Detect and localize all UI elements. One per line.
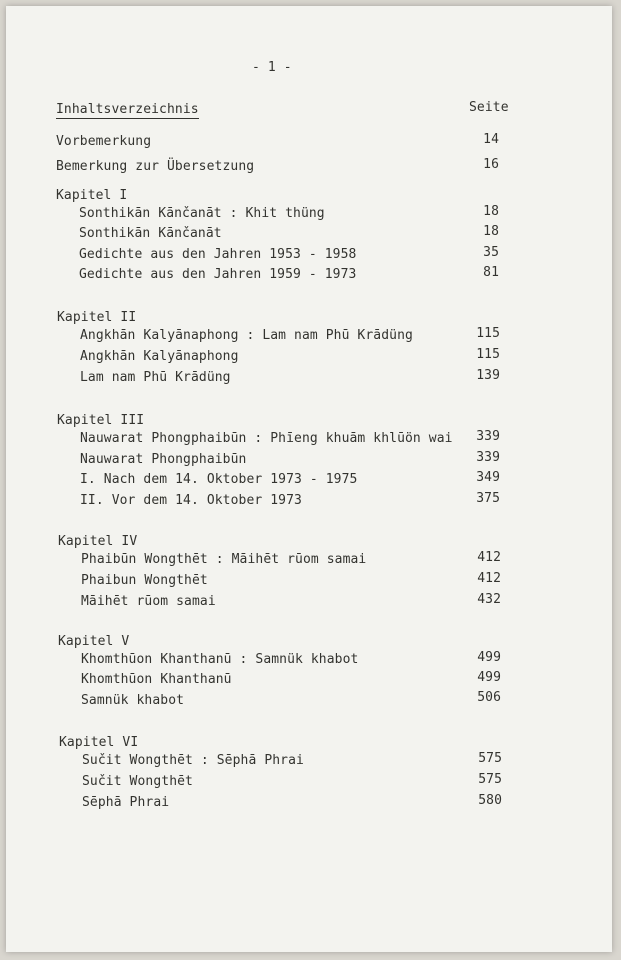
toc-entry-text: Gedichte aus den Jahren 1959 - 1973 — [79, 267, 357, 282]
toc-entry-page: 499 — [477, 670, 501, 685]
toc-entry-page: 580 — [478, 793, 502, 808]
toc-entry-page: 499 — [477, 650, 501, 665]
toc-entry-text: Sēphā Phrai — [82, 795, 170, 810]
toc-entry-page: 115 — [476, 326, 500, 341]
page-column-label: Seite — [469, 100, 509, 115]
toc-entry-text: Gedichte aus den Jahren 1953 - 1958 — [79, 247, 357, 262]
toc-entry-text: Bemerkung zur Übersetzung — [56, 159, 255, 174]
toc-entry-page: 575 — [478, 772, 502, 787]
toc-entry-page: 412 — [477, 571, 501, 586]
toc-entry-page: 432 — [477, 592, 501, 607]
toc-entry-page: 81 — [483, 265, 499, 280]
toc-entry-text: Angkhān Kalyānaphong — [80, 349, 239, 364]
toc-entry-page: 18 — [483, 204, 499, 219]
toc-entry-text: Khomthūon Khanthanū : Samnük khabot — [81, 652, 359, 667]
toc-entry-text: Lam nam Phū Krādüng — [80, 370, 231, 385]
toc-entry-page: 115 — [476, 347, 500, 362]
toc-entry-page: 339 — [476, 450, 500, 465]
toc-entry-page: 349 — [476, 470, 500, 485]
document-page — [6, 6, 612, 952]
chapter-heading: Kapitel III — [57, 413, 145, 428]
toc-entry-text: Angkhān Kalyānaphong : Lam nam Phū Krādüng — [80, 328, 413, 343]
toc-entry-text: Khomthūon Khanthanū — [81, 672, 232, 687]
page-number: - 1 - — [252, 60, 292, 75]
toc-entry-text: Nauwarat Phongphaibūn : Phīeng khuām khlūön wai — [80, 431, 453, 446]
toc-entry-page: 339 — [476, 429, 500, 444]
toc-entry-page: 575 — [478, 751, 502, 766]
toc-entry-text: Sonthikān Kānčanāt : Khit thüng — [79, 206, 325, 221]
chapter-heading: Kapitel II — [57, 310, 137, 325]
toc-entry-page: 35 — [483, 245, 499, 260]
toc-entry-text: Sonthikān Kānčanāt — [79, 226, 222, 241]
chapter-heading: Kapitel V — [58, 634, 130, 649]
toc-entry-page: 375 — [476, 491, 500, 506]
toc-entry-page: 506 — [477, 690, 501, 705]
chapter-heading: Kapitel I — [56, 188, 128, 203]
toc-entry-page: 412 — [477, 550, 501, 565]
chapter-heading: Kapitel VI — [59, 735, 139, 750]
toc-heading: Inhaltsverzeichnis — [56, 102, 199, 117]
toc-entry-page: 139 — [476, 368, 500, 383]
toc-entry-page: 18 — [483, 224, 499, 239]
toc-entry-text: Nauwarat Phongphaibūn — [80, 452, 247, 467]
toc-entry-text: Sučit Wongthēt — [82, 774, 193, 789]
toc-entry-text: Sučit Wongthēt : Sēphā Phrai — [82, 753, 304, 768]
toc-entry-text: Vorbemerkung — [56, 134, 152, 149]
toc-entry-text: I. Nach dem 14. Oktober 1973 - 1975 — [80, 472, 358, 487]
chapter-heading: Kapitel IV — [58, 534, 138, 549]
toc-entry-page: 14 — [483, 132, 499, 147]
toc-entry-text: Phaibun Wongthēt — [81, 573, 208, 588]
toc-entry-text: II. Vor dem 14. Oktober 1973 — [80, 493, 302, 508]
toc-entry-text: Samnük khabot — [81, 693, 185, 708]
toc-entry-page: 16 — [483, 157, 499, 172]
toc-entry-text: Phaibūn Wongthēt : Māihēt rūom samai — [81, 552, 367, 567]
toc-entry-text: Māihēt rūom samai — [81, 594, 216, 609]
